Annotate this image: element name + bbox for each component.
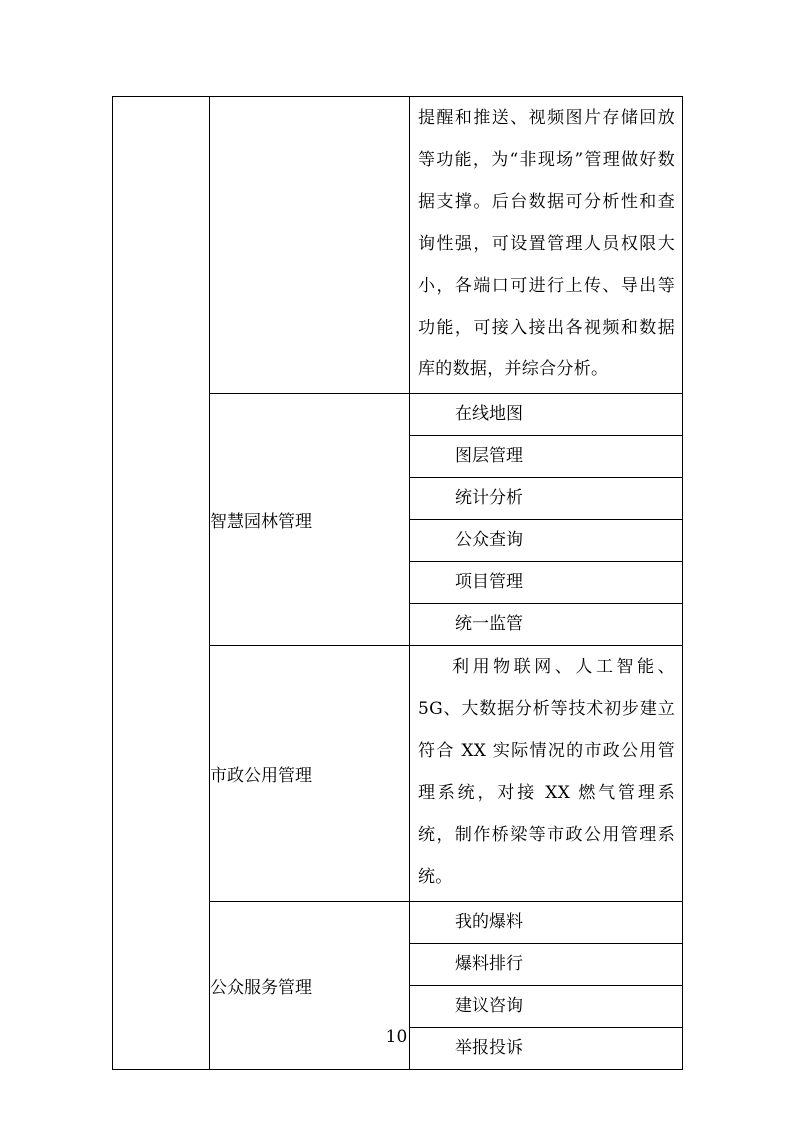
module-name-smart-garden: 智慧园林管理	[210, 394, 410, 646]
page-number: 10	[385, 1027, 408, 1047]
municipal-description: 利用物联网、人工智能、5G、大数据分析等技术初步建立符合 XX 实际情况的市政公用管理系统，对接 XX 燃气管理系统，制作桥梁等市政公用管理系统。	[418, 657, 675, 887]
description-cell	[410, 97, 683, 394]
top-paragraph: 提醒和推送、视频图片存储回放等功能，为“非现场”管理做好数据支撑。后台数据可分析性和查询性强，可设置管理人员权限大小，各端口可进行上传、导出等功能，可接入接出各视频和数据库的数据，并综合分析。	[418, 108, 675, 380]
feature-item: 统一监管	[455, 614, 523, 635]
feature-item: 在线地图	[455, 404, 523, 425]
feature-item: 爆料排行	[455, 953, 523, 974]
module-name-public-service: 公众服务管理	[210, 901, 410, 1069]
feature-item: 我的爆料	[455, 911, 523, 932]
table-row	[113, 97, 683, 394]
feature-item: 项目管理	[455, 572, 523, 593]
feature-item: 统计分析	[455, 488, 523, 509]
feature-item: 举报投诉	[455, 1037, 523, 1058]
feature-item: 公众查询	[455, 530, 523, 551]
module-cell-empty	[210, 97, 410, 394]
feature-item: 建议咨询	[455, 995, 523, 1016]
category-cell	[113, 97, 210, 1070]
module-name-municipal: 市政公用管理	[210, 646, 410, 901]
spec-table	[112, 96, 683, 1070]
feature-item: 图层管理	[455, 446, 523, 467]
